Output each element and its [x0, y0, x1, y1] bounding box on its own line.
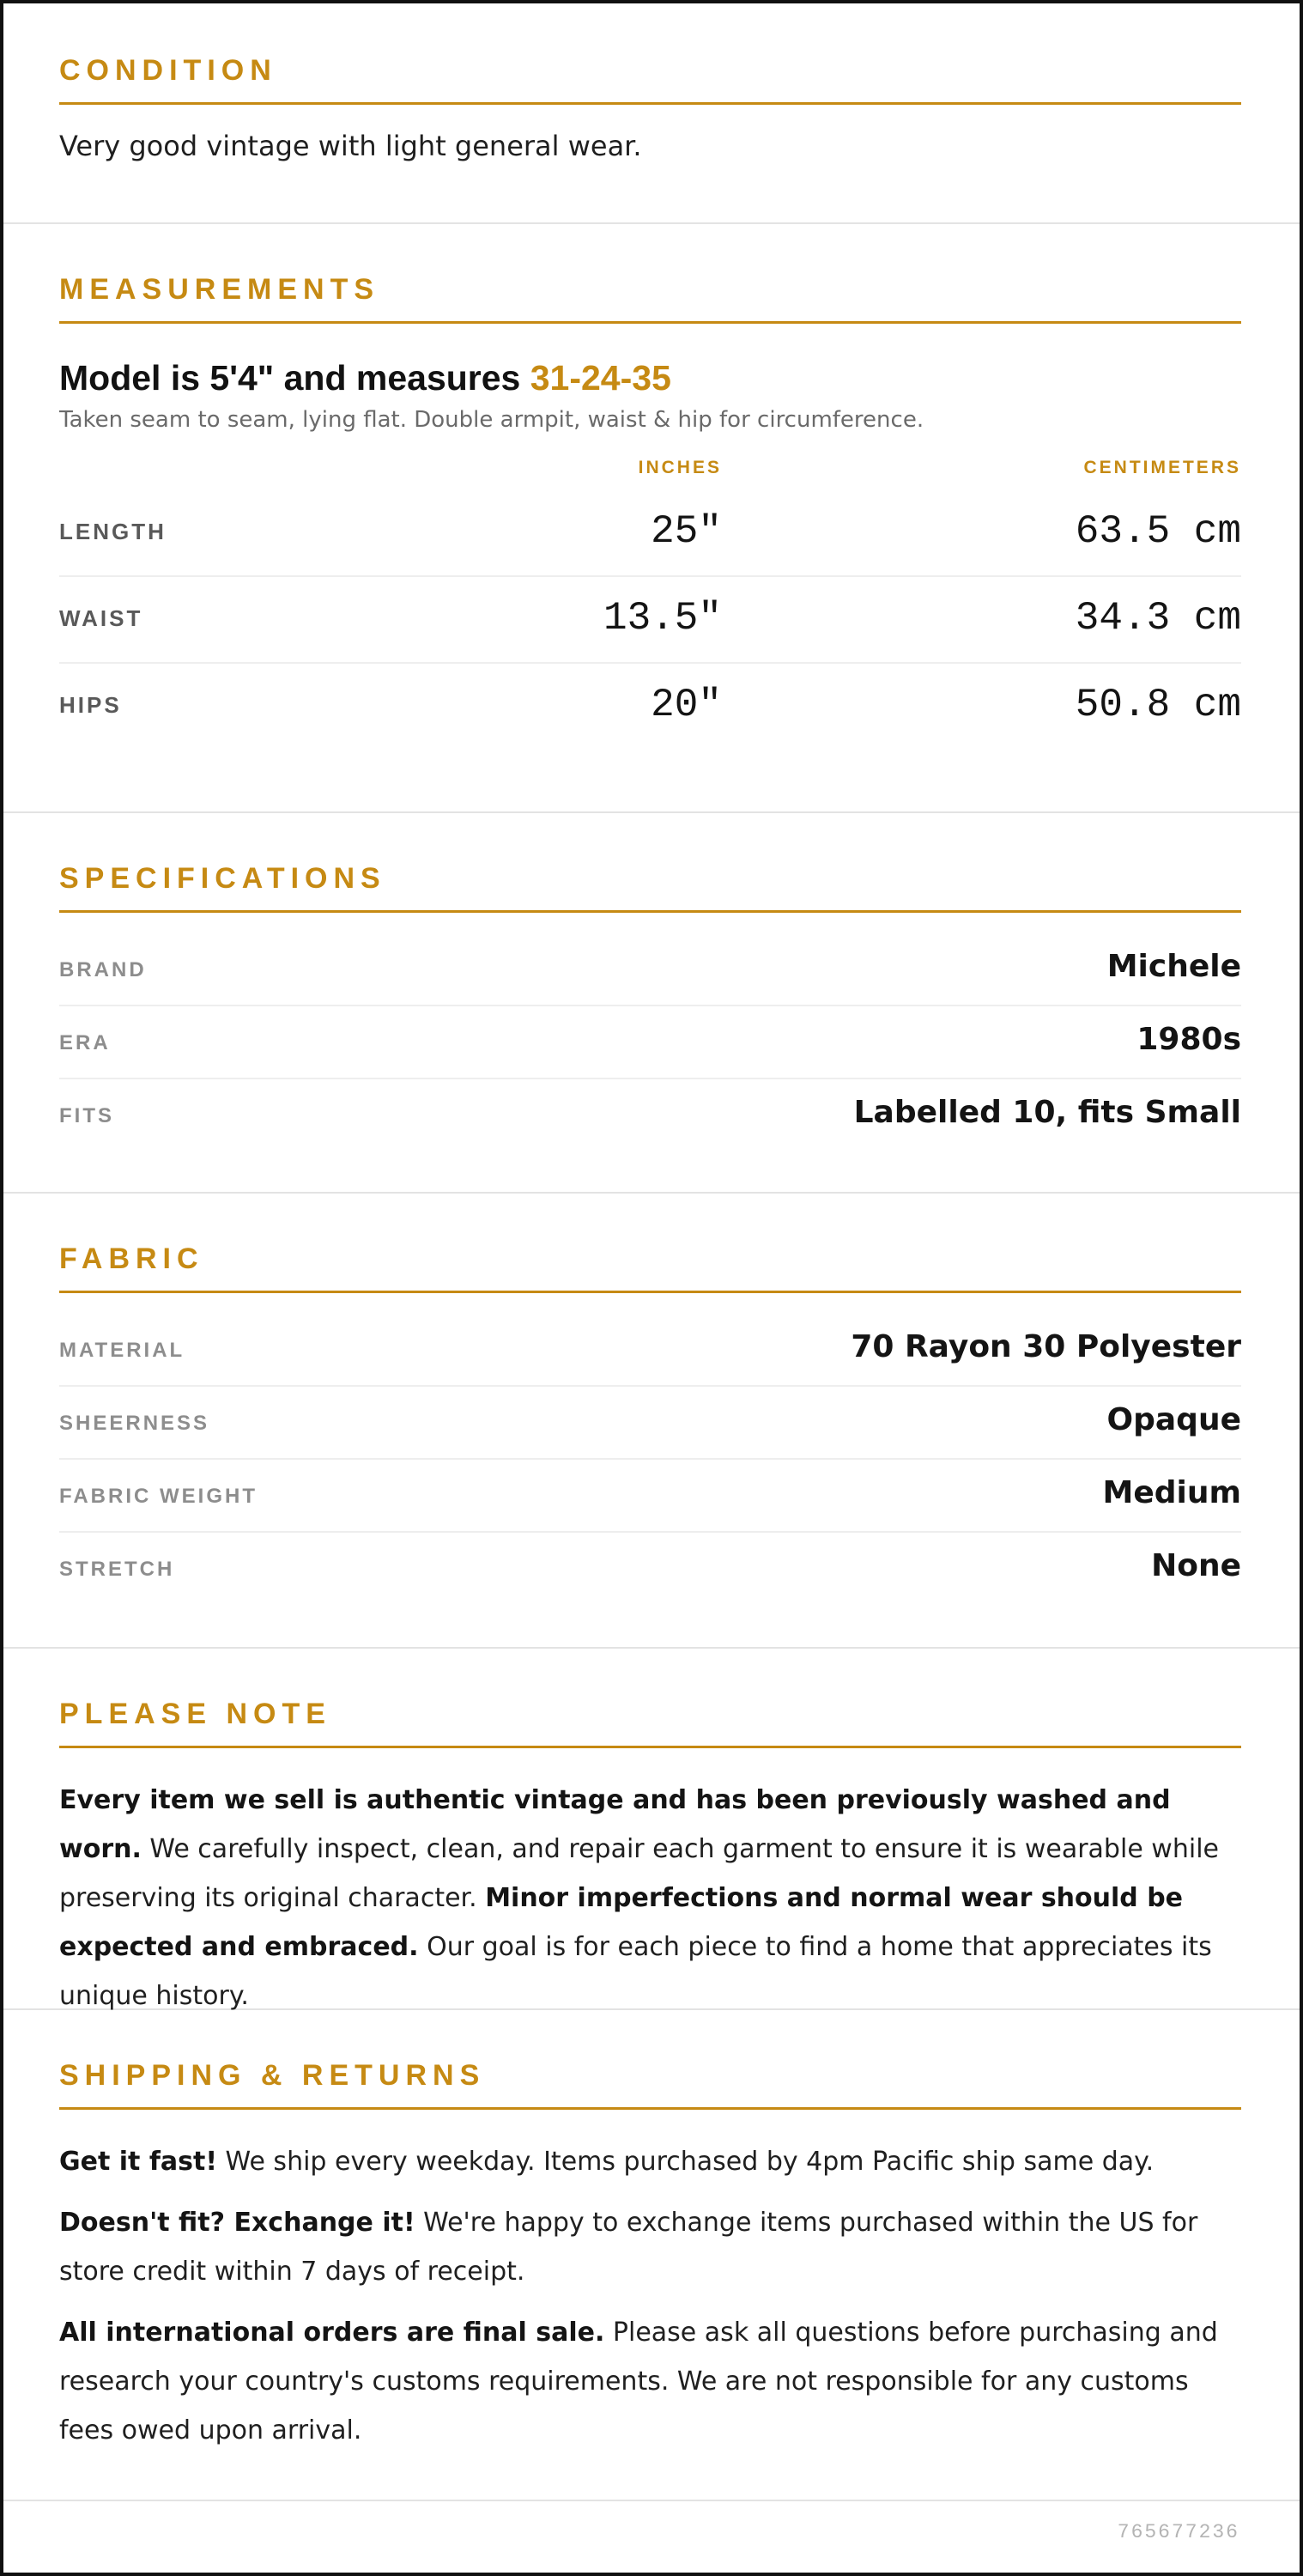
fabric-heading: FABRIC [59, 1242, 204, 1275]
measurements-table [59, 453, 1241, 750]
fabric-value: Medium [1102, 1475, 1241, 1510]
shipping-paragraph-exchange [59, 2198, 1241, 2296]
product-id: 765677236 [1117, 2521, 1239, 2543]
measurement-label: WAIST [59, 605, 143, 631]
fabric-row-stretch [59, 1533, 1241, 1606]
note-bold-2: Minor imperfections and normal wear should be expected and embraced. [59, 1883, 1184, 1962]
fabric-row-weight [59, 1460, 1241, 1533]
specifications-list [59, 933, 1241, 1152]
model-line [59, 356, 1241, 399]
measurements-section [3, 224, 1300, 813]
please-note-section [3, 1649, 1300, 2010]
spec-row-fits [59, 1079, 1241, 1152]
shipping-returns-section [3, 2010, 1300, 2501]
fabric-rule [59, 1291, 1241, 1293]
measurement-inches: 20" [651, 683, 722, 727]
measurement-inches: 25" [651, 509, 722, 554]
shipping-rule [59, 2107, 1241, 2110]
please-note-heading: PLEASE NOTE [59, 1698, 331, 1730]
measurement-cm: 50.8 cm [1075, 683, 1241, 727]
fabric-label: SHEERNESS [59, 1412, 210, 1435]
measurement-label: HIPS [59, 692, 122, 718]
measurement-row-length [59, 490, 1241, 577]
spec-value: Labelled 10, fits Small [853, 1095, 1241, 1130]
shipping-heading: SHIPPING & RETURNS [59, 2059, 486, 2092]
measurements-rule [59, 321, 1241, 324]
measurement-row-waist [59, 577, 1241, 664]
shipping-paragraph-international [59, 2308, 1241, 2455]
shipping-text-2: We're happy to exchange items purchased within the US for store credit within 7 days of receipt. [59, 2208, 1198, 2287]
model-measurements: 31-24-35 [530, 358, 671, 398]
measurement-label: LENGTH [59, 519, 167, 544]
shipping-text-3: Please ask all questions before purchasing and research your country's customs requirements. We are not responsible for any customs fees owed upon arrival. [59, 2318, 1218, 2445]
measurements-table-header [59, 453, 1241, 490]
shipping-bold-3: All international orders are final sale. [59, 2318, 605, 2348]
specifications-section [3, 813, 1300, 1194]
condition-text: Very good vintage with light general wear. [59, 130, 642, 162]
note-text-2: Our goal is for each piece to find a home that appreciates its unique history. [59, 1932, 1212, 2011]
fabric-label: MATERIAL [59, 1339, 185, 1362]
measurements-heading: MEASUREMENTS [59, 273, 380, 306]
spec-row-era [59, 1006, 1241, 1079]
spec-label: ERA [59, 1031, 111, 1054]
spec-value: 1980s [1136, 1022, 1241, 1057]
note-text-1: We carefully inspect, clean, and repair each garment to ensure it is wearable while preserving its original character. [59, 1834, 1219, 1913]
fabric-row-material [59, 1314, 1241, 1387]
spec-value: Michele [1106, 949, 1241, 984]
condition-rule [59, 102, 1241, 105]
fabric-label: FABRIC WEIGHT [59, 1485, 258, 1508]
shipping-text-1: We ship every weekday. Items purchased by 4pm Pacific ship same day. [217, 2147, 1155, 2177]
specifications-rule [59, 910, 1241, 913]
fabric-section [3, 1194, 1300, 1649]
spec-label: FITS [59, 1104, 114, 1127]
fabric-label: STRETCH [59, 1558, 175, 1581]
spec-label: BRAND [59, 958, 147, 981]
spec-row-brand [59, 933, 1241, 1006]
fabric-value: None [1151, 1548, 1241, 1583]
fabric-row-sheerness [59, 1387, 1241, 1460]
measurements-subtext: Taken seam to seam, lying flat. Double armpit, waist & hip for circumference. [59, 407, 924, 433]
fabric-value: 70 Rayon 30 Polyester [851, 1329, 1241, 1364]
fabric-list [59, 1314, 1241, 1606]
measurement-cm: 63.5 cm [1075, 509, 1241, 554]
shipping-bold-1: Get it fast! [59, 2147, 217, 2177]
condition-heading: CONDITION [59, 54, 277, 87]
please-note-text [59, 1776, 1241, 2020]
specifications-heading: SPECIFICATIONS [59, 862, 386, 895]
model-prefix: Model is 5'4" and measures [59, 358, 530, 398]
inches-column-header: INCHES [638, 458, 722, 477]
condition-section [3, 3, 1300, 224]
please-note-rule [59, 1746, 1241, 1748]
measurement-inches: 13.5" [603, 596, 722, 641]
shipping-paragraph-fast [59, 2137, 1241, 2186]
centimeters-column-header: CENTIMETERS [1083, 458, 1241, 477]
shipping-bold-2: Doesn't fit? Exchange it! [59, 2208, 415, 2238]
note-bold-1: Every item we sell is authentic vintage and has been previously washed and worn. [59, 1785, 1171, 1864]
fabric-value: Opaque [1106, 1402, 1241, 1437]
measurement-row-hips [59, 664, 1241, 750]
measurement-cm: 34.3 cm [1075, 596, 1241, 641]
